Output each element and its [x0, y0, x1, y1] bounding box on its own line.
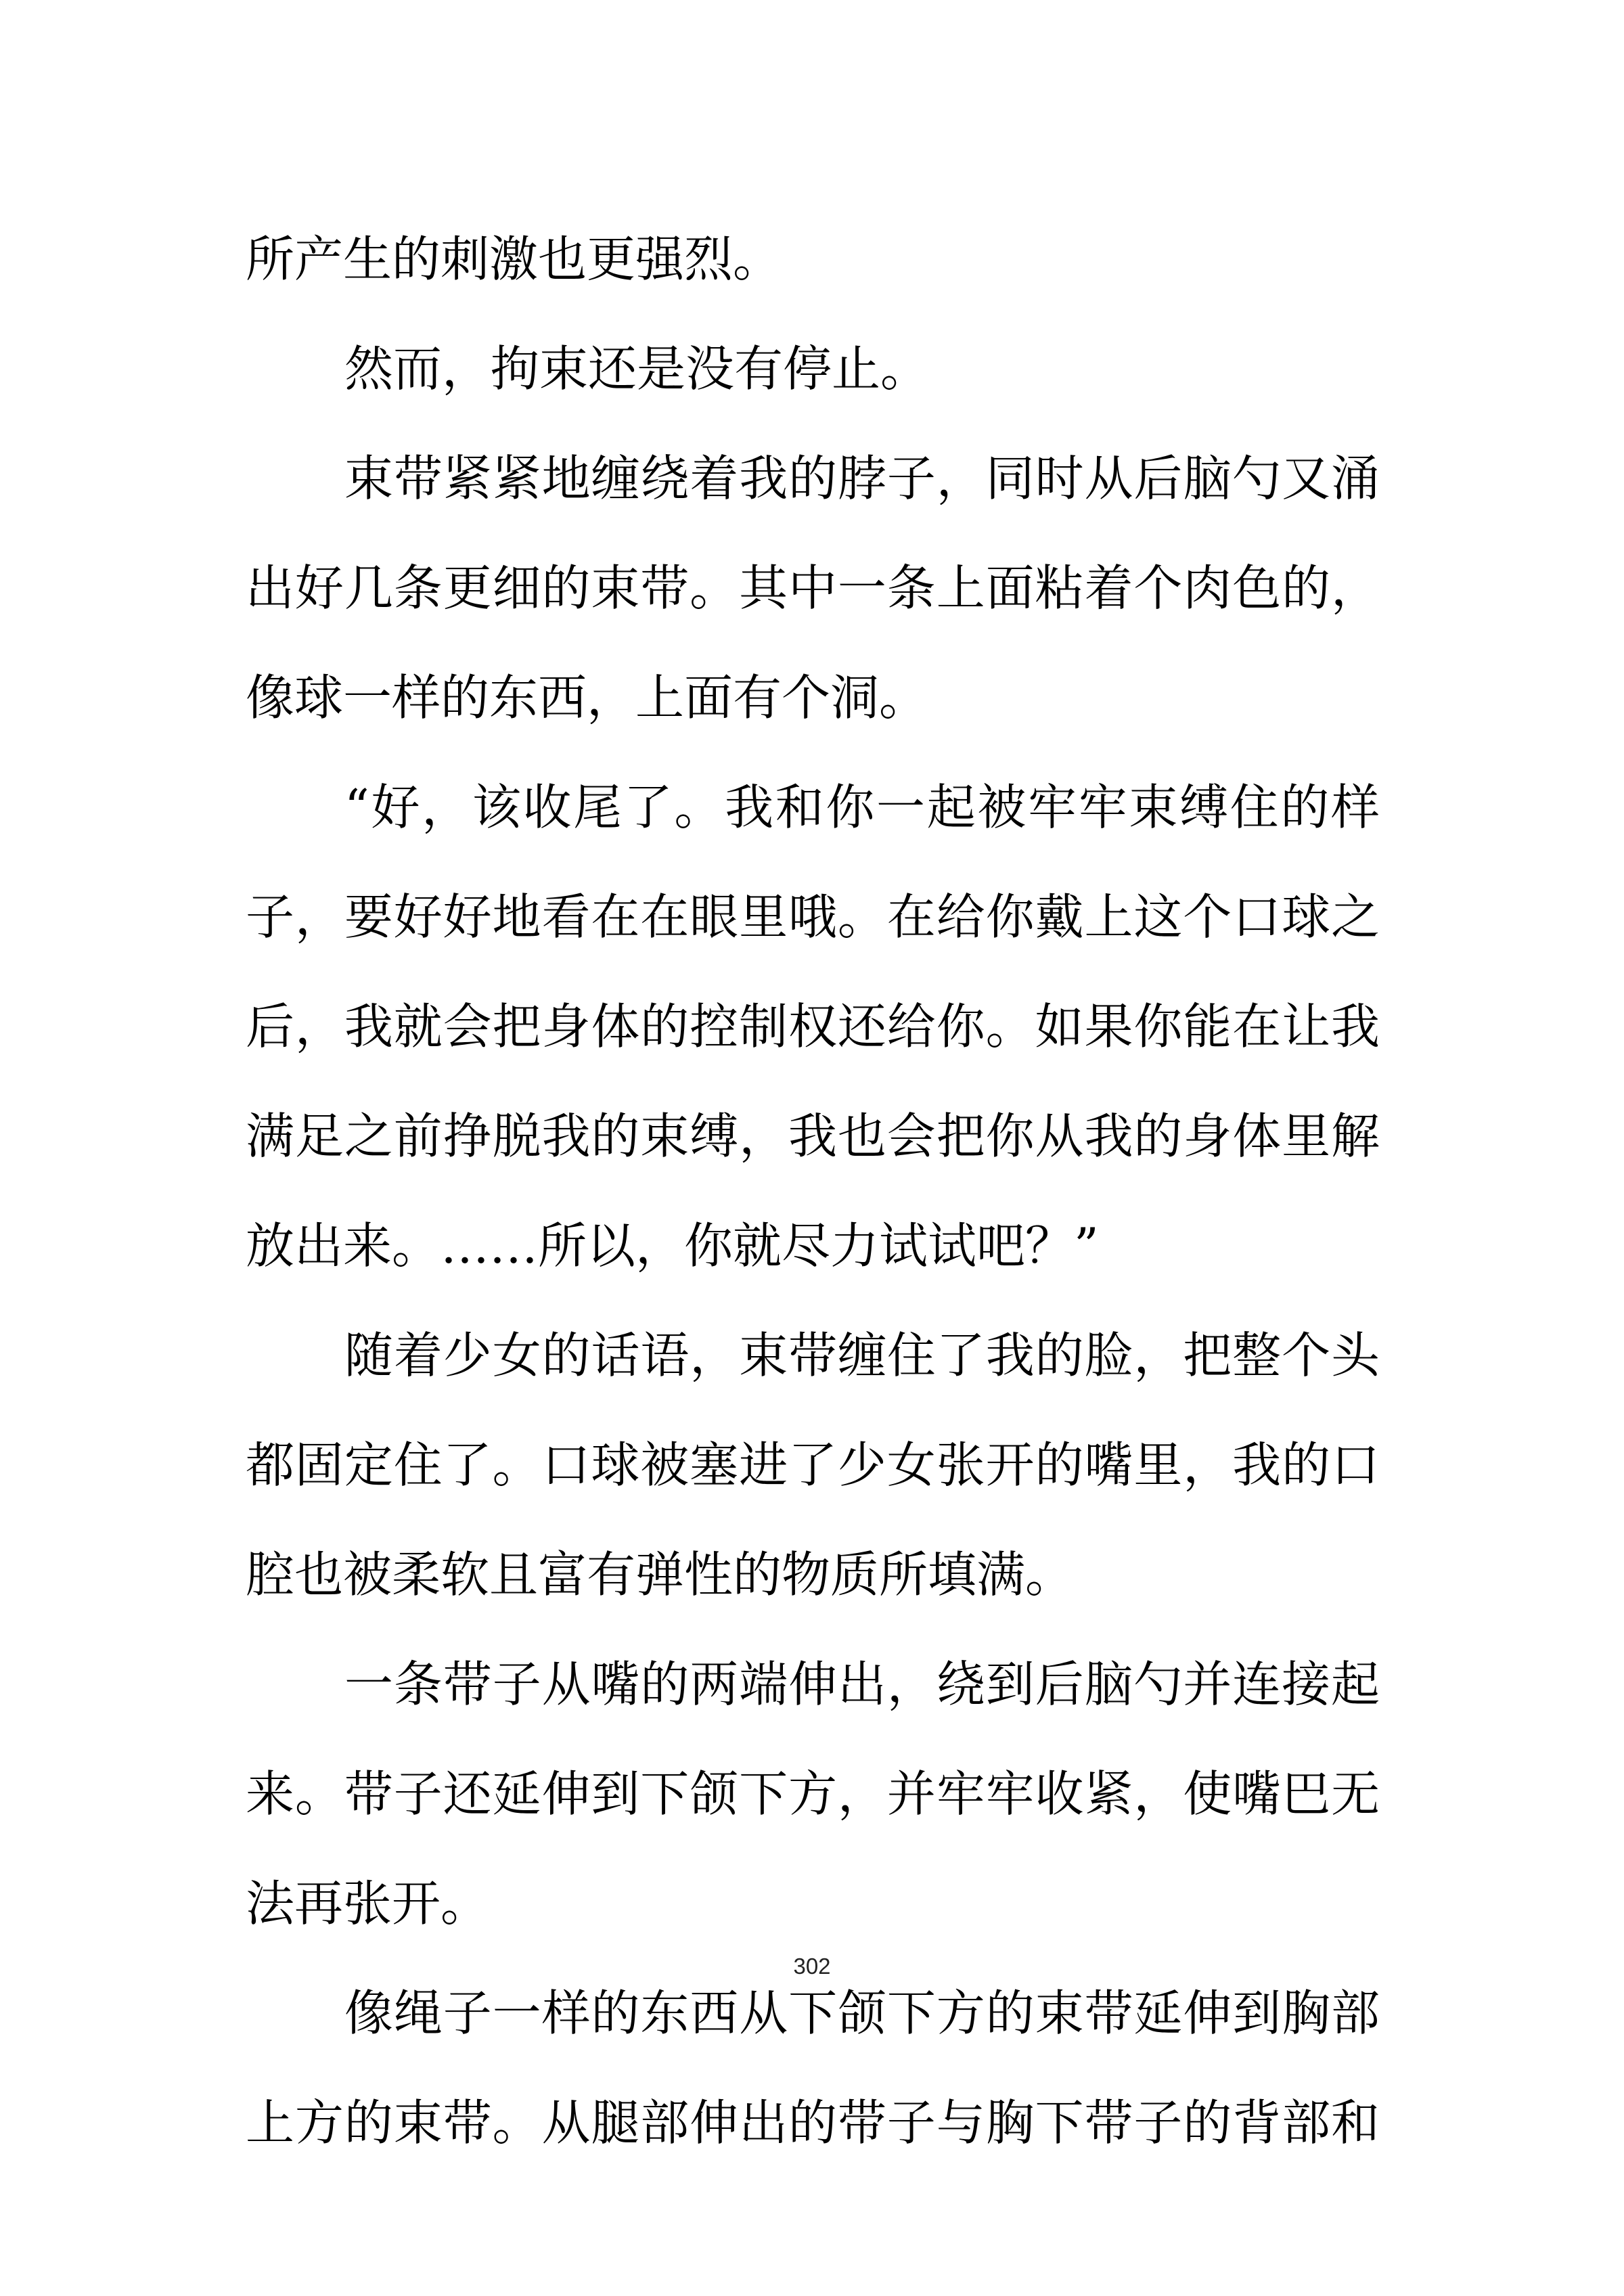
text-line: 所产生的刺激也更强烈。 — [246, 231, 782, 288]
text-line: 满足之前挣脱我的束缚，我也会把你从我的身体里解 — [246, 1108, 1380, 1165]
paragraph-start-line: “好，该收尾了。我和你一起被牢牢束缚住的样 — [344, 779, 1380, 836]
text-line: 法再张开。 — [246, 1875, 490, 1932]
text-line: 出好几条更细的束带。其中一条上面粘着个肉色的， — [246, 560, 1380, 616]
paragraph-start-line: 随着少女的话语，束带缠住了我的脸，把整个头 — [344, 1327, 1380, 1384]
text-line: 后，我就会把身体的控制权还给你。如果你能在让我 — [246, 998, 1380, 1055]
paragraph-start-line: 然而，拘束还是没有停止。 — [344, 340, 930, 397]
text-line: 放出来。……所以，你就尽力试试吧？” — [246, 1217, 1099, 1274]
text-line: 来。带子还延伸到下颌下方，并牢牢收紧，使嘴巴无 — [246, 1765, 1380, 1822]
body-text — [246, 204, 1380, 2178]
text-line: 上方的束带。从腿部伸出的带子与胸下带子的背部和 — [246, 2094, 1380, 2151]
paragraph-start-line: 一条带子从嘴的两端伸出，绕到后脑勺并连接起 — [344, 1656, 1380, 1713]
text-line: 子，要好好地看在在眼里哦。在给你戴上这个口球之 — [246, 888, 1380, 945]
text-line: 腔也被柔软且富有弹性的物质所填满。 — [246, 1546, 1075, 1603]
text-line: 像球一样的东西，上面有个洞。 — [246, 669, 928, 726]
paragraph-start-line: 束带紧紧地缠绕着我的脖子，同时从后脑勺又涌 — [344, 450, 1380, 507]
page-number: 302 — [793, 1954, 831, 1979]
paragraph-start-line: 像绳子一样的东西从下颌下方的束带延伸到胸部 — [344, 1985, 1380, 2042]
text-line: 都固定住了。口球被塞进了少女张开的嘴里，我的口 — [246, 1437, 1380, 1493]
